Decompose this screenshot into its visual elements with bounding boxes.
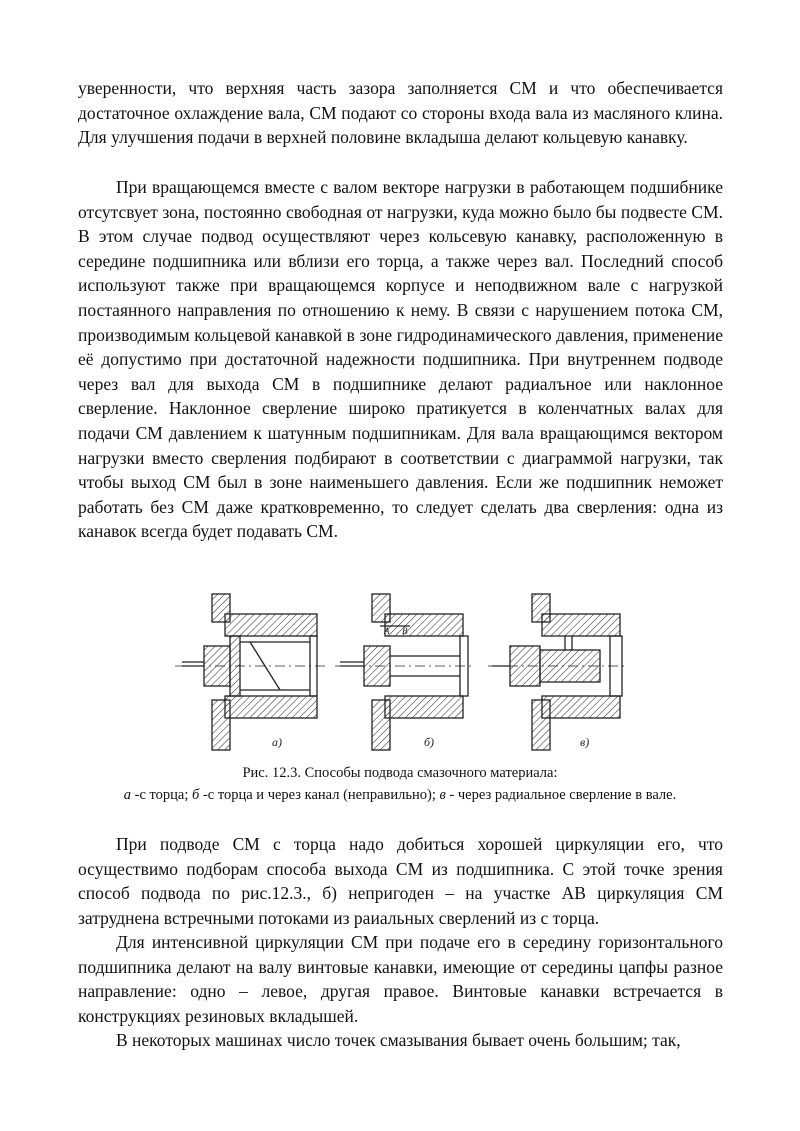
bearing-figure: [170, 592, 630, 752]
bearing-drawing-v: [488, 594, 628, 750]
caption-text-b: -с торца и через канал (неправильно);: [199, 787, 440, 803]
bearing-drawing-b: [335, 594, 475, 750]
bearing-drawing-a: [175, 594, 325, 750]
caption-letter-c: в: [439, 787, 446, 803]
figure-label-b: б): [424, 735, 435, 749]
paragraph-2: При вращающемся вместе с валом векторе нагрузки в работающем подшибнике отсутсвует зона, постоянно свободная от нагрузки, куда можно было бы подвесте СМ. В этом случае подвод осуществляют через кольсевую канавку, расположенную в середине подшипника или вблизи его торца, а также через вал. Последний способ используют также при вращающемся корпусе и неподвижном вале с нагрузкой постаянного направления по отношению к нему. В связи с нарушением потока СМ, производимым кольцевой канавкой в зоне гидродинамического давления, применение её допустимо при достаточной надежности подшипника. При внутреннем подводе через вал для выхода СМ в подшипнике делают радиалъное или наклонное сверление. Наклонное сверление широко пратикуется в коленчатных валах для подачи СМ давлением к шатунным подшипникам. Для вала вращающимся вектором нагрузки вместо сверления подбирают в соответствии с диаграммой нагрузки, так чтобы выход СМ был в зоне наименьшего давления. Если же подшипник неможет работать без СМ даже кратковременно, то следует сделать два сверления: одна из канавок всегда будет подавать СМ.: [78, 177, 723, 542]
caption-letter-a: а: [123, 787, 132, 803]
drawing-label-b-point: В: [402, 626, 408, 636]
figure-caption-legend: [0, 785, 800, 805]
paragraph-3: При подводе СМ с торца надо добиться хорошей циркуляции его, что осуществимо подборам способа выхода СМ из подшипника. С этой точке зрения способ подвода по рис.12.3., б) непригоден – на участке АВ циркуляция СМ затруднена встречными потоками из раиальных сверлений из с торца.: [78, 834, 723, 928]
figure-caption-title: Рис. 12.3. Способы подвода смазочного материала:: [242, 765, 558, 781]
paragraph-5: В некоторых машинах число точек смазывания бывает очень большим; так,: [116, 1030, 681, 1050]
paragraph-1: уверенности, что верхняя часть зазора заполняется СМ и что обеспечивается достаточное охлаждение вала, СМ подают со стороны входа вала из масляного клина. Для улучшения подачи в верхней половине вкладыша делают кольцевую канавку.: [78, 78, 723, 148]
drawing-label-a-point: А: [384, 626, 390, 636]
caption-text-a: -с торца;: [131, 787, 193, 803]
figure-label-v: в): [580, 735, 590, 749]
caption-text-c: - через радиальное сверление в вале.: [445, 787, 677, 803]
paragraph-4: Для интенсивной циркуляции СМ при подаче его в середину горизонтального подшипника делают на валу винтовые канавки, имеющие от середины цапфы разное направление: одно – левое, другая правое. Винтовые канавки встречается в конструкциях резиновых вкладышей.: [78, 932, 723, 1026]
caption-letter-b: б: [192, 787, 200, 803]
figure-label-a: а): [272, 735, 282, 749]
